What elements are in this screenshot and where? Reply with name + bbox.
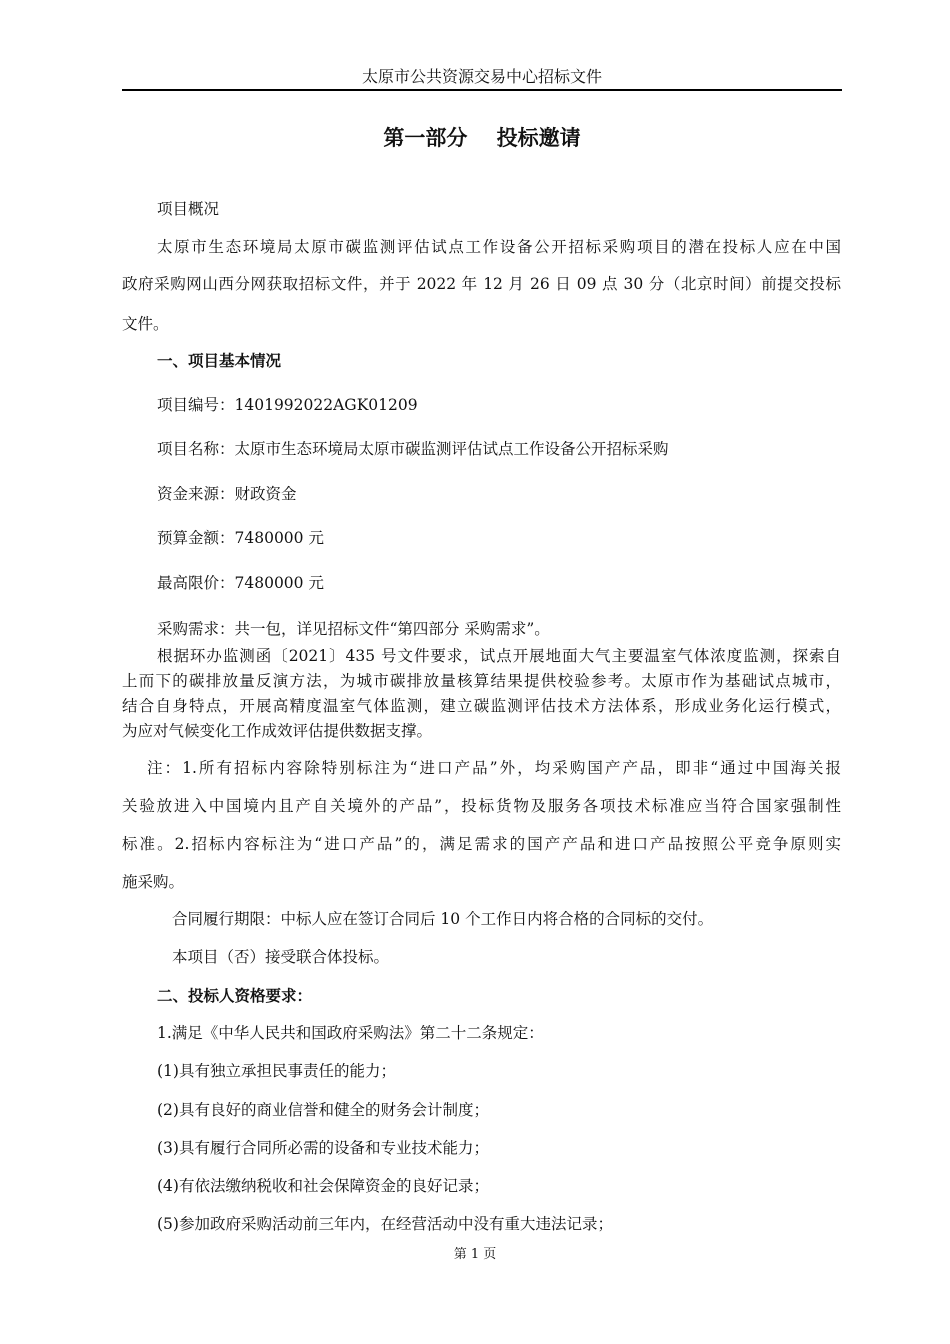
qualification-item: (4)有依法缴纳税收和社会保障资金的良好记录； <box>157 1177 489 1195</box>
qualification-item: (2)具有良好的商业信誉和健全的财务会计制度； <box>157 1101 489 1119</box>
section1-heading: 一、项目基本情况 <box>157 351 282 370</box>
qualification-item: (5)参加政府采购活动前三年内，在经营活动中没有重大违法记录； <box>157 1215 613 1233</box>
basis-line: 上而下的碳排放量反演方法，为城市碳排放量核算结果提供校验参考。太原市作为基础试点城市， <box>122 672 841 690</box>
section2-heading: 二、投标人资格要求： <box>157 986 313 1005</box>
overview-heading: 项目概况 <box>157 200 220 218</box>
overview-line: 政府采购网山西分网获取招标文件，并于 2022 年 12 月 26 日 09 点 30 分（北京时间）前提交投标 <box>122 275 841 293</box>
header-rule <box>122 89 842 91</box>
overview-line: 太原市生态环境局太原市碳监测评估试点工作设备公开招标采购项目的潜在投标人应在中国 <box>157 238 841 256</box>
overview-line: 文件。 <box>122 315 169 333</box>
note-line: 施采购。 <box>122 873 185 891</box>
procurement-demand: 采购需求：共一包，详见招标文件“第四部分 采购需求”。 <box>157 620 550 638</box>
qualification-item: (1)具有独立承担民事责任的能力； <box>157 1062 396 1080</box>
budget-amount: 预算金额：7480000 元 <box>157 529 324 547</box>
note-line: 标准。2.招标内容标注为“进口产品”的，满足需求的国产产品和进口产品按照公平竞争原则实 <box>122 835 841 853</box>
project-number: 项目编号：1401992022AGK01209 <box>157 396 418 414</box>
note-line: 关验放进入中国境内且产自关境外的产品”，投标货物及服务各项技术标准应当符合国家强制性 <box>122 797 841 815</box>
basis-line: 为应对气候变化工作成效评估提供数据支撑。 <box>122 722 433 740</box>
basis-line: 根据环办监测函〔2021〕435 号文件要求，试点开展地面大气主要温室气体浓度监测，探索自 <box>157 647 841 665</box>
qualification-item: 1.满足《中华人民共和国政府采购法》第二十二条规定： <box>157 1024 544 1042</box>
page-header: 太原市公共资源交易中心招标文件 <box>361 67 602 86</box>
consortium-bid: 本项目（否）接受联合体投标。 <box>172 948 390 966</box>
page-title: 第一部分 投标邀请 <box>383 125 581 150</box>
note-line: 注：1.所有招标内容除特别标注为“进口产品”外，均采购国产产品，即非“通过中国海关报 <box>147 759 841 777</box>
qualification-item: (3)具有履行合同所必需的设备和专业技术能力； <box>157 1139 489 1157</box>
basis-line: 结合自身特点，开展高精度温室气体监测，建立碳监测评估技术方法体系，形成业务化运行模式， <box>122 697 841 715</box>
contract-period: 合同履行期限：中标人应在签订合同后 10 个工作日内将合格的合同标的交付。 <box>172 910 714 928</box>
max-price: 最高限价：7480000 元 <box>157 574 324 592</box>
fund-source: 资金来源：财政资金 <box>157 485 297 503</box>
project-name: 项目名称：太原市生态环境局太原市碳监测评估试点工作设备公开招标采购 <box>157 440 669 458</box>
page-number: 第 1 页 <box>453 1247 497 1262</box>
